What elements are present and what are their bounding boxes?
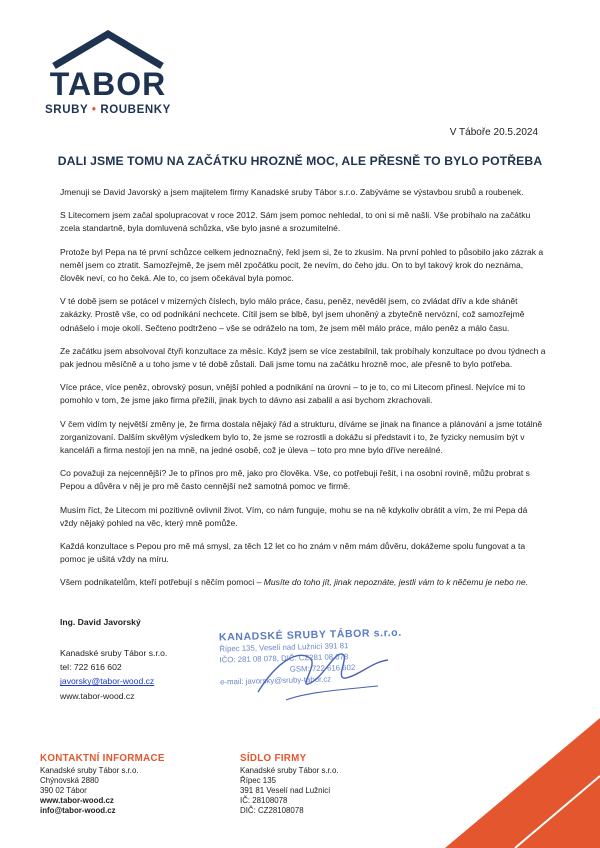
signer-phone: tel: 722 616 602 bbox=[60, 662, 122, 673]
paragraph: V té době jsem se potácel v mizerných číslech, bylo málo práce, času, peněz, nevěděl jsem, co zvládat dřív a kde shánět zakázky. Prostě vše, co od podnikání nechcete. Cítil jsem se blbě, byl jsem uhoněný a zbytečně nervózní, což samozřejmě odnášelo i moje okolí. Sečteno podtrženo – vše se odráželo na tom, že jsem měl málo práce, málo peněz a málo času. bbox=[60, 296, 525, 333]
signer-company: Kanadské sruby Tábor s.r.o. bbox=[60, 648, 168, 658]
stamp-address: Řípec 135, Veselí nad Lužnicí 391 81 bbox=[219, 641, 349, 654]
house-roof-icon bbox=[40, 30, 176, 70]
letter-body bbox=[60, 186, 546, 600]
paragraph: Protože byl Pepa na té první schůzce celkem jednoznačný, řekl jsem si, že to zkusím. Na první pohled to působilo jako zázrak a neměl jsem co ztratit. Samozřejmě, že jsem měl zpočátku pocit, že nevím, do čeho jdu. On to byl takový krok do neznáma, člověk neví, co ho čeká. Ale to, co jsem očekával byla pomoc. bbox=[60, 246, 544, 284]
footer-web-link[interactable]: www.tabor-wood.cz bbox=[40, 796, 114, 805]
footer-registered-seat bbox=[240, 754, 339, 816]
footer-contact-company: Kanadské sruby Tábor s.r.o. bbox=[40, 766, 139, 775]
paragraph: Jmenuji se David Javorský a jsem majitelem firmy Kanadské sruby Tábor s.r.o. Zabýváme se výstavbou srubů a roubenek. bbox=[60, 187, 524, 197]
stamp-email: e-mail: javorsky@sruby-tabor.cz bbox=[220, 674, 332, 687]
footer-seat-title: SÍDLO FIRMY bbox=[240, 753, 307, 764]
footer-seat-dic: DIČ: CZ28108078 bbox=[240, 806, 304, 815]
closing-text: Všem podnikatelům, kteří potřebují s něčím pomoci – bbox=[60, 577, 264, 588]
paragraph: S Litecomem jsem začal spolupracovat v roce 2012. Sám jsem pomoc nehledal, to oni si mě našli. Vše probíhalo na začátku zcela standartně, byla domluvená schůzka, vše bylo jasné a srozumitelné. bbox=[60, 210, 531, 234]
signer-contact bbox=[60, 646, 167, 703]
paragraph: Více práce, více peněz, obrovský posun, vnější pohled a podnikání na úrovni – to je to, co mi Litecom přinesl. Nejvíce mi to pomohlo v tom, že jsme jako firma přežili, jinak bych to dávno asi zabalil a asi bychom zkrachovali. bbox=[60, 382, 526, 406]
paragraph: Musím říct, že Litecom mi pozitivně ovlivnil život. Vím, co nám funguje, mohu se na ně kdykoliv obrátit a vím, že mi Pepa dá vždy nějaký pohled na věc, který mně pomůže. bbox=[60, 504, 528, 528]
stamp-phone: GSM: 722 616 602 bbox=[289, 662, 356, 674]
paragraph: Každá konzultace s Pepou pro mě má smysl, za těch 12 let co ho znám v něm mám důvěru, dokážeme spolu fungovat a ta pomoc je ušitá vždy na míru. bbox=[60, 541, 526, 565]
closing-quote: Musíte do toho jít, jinak nepoznáte, jestli vám to k něčemu je nebo ne. bbox=[263, 577, 528, 588]
paragraph: Co považuji za nejcennější? Je to přínos pro mě, jako pro člověka. Vše, co potřebuji řešit, i na osobní rovině, můžu probrat s Pepou a důvěra v něj je pro mě často cennější než samotná pomoc ve firmě. bbox=[60, 468, 530, 492]
logo-wordmark: TABOR bbox=[49, 66, 167, 102]
signer-email-link[interactable]: javorsky@tabor-wood.cz bbox=[60, 676, 155, 687]
footer-contact-street: Chýnovská 2880 bbox=[40, 776, 99, 785]
footer-contact-title: KONTAKTNÍ INFORMACE bbox=[40, 753, 165, 764]
footer-seat-company: Kanadské sruby Tábor s.r.o. bbox=[240, 766, 339, 775]
corner-decoration bbox=[445, 718, 600, 848]
letter-date: V Táboře 20.5.2024 bbox=[449, 127, 538, 138]
letter-heading: DALI JSME TOMU NA ZAČÁTKU HROZNĚ MOC, ALE PŘESNĚ TO BYLO POTŘEBA bbox=[57, 154, 543, 168]
signer-web: www.tabor-wood.cz bbox=[60, 690, 135, 701]
logo-tagline-left: SRUBY bbox=[45, 104, 89, 116]
logo-tagline-right: ROUBENKY bbox=[100, 104, 171, 116]
logo-tagline bbox=[40, 104, 176, 116]
stamp-title: KANADSKÉ SRUBY TÁBOR s.r.o. bbox=[218, 626, 402, 644]
footer-seat-city: 391 81 Veselí nad Lužnicí bbox=[240, 786, 331, 795]
closing-paragraph bbox=[60, 576, 546, 589]
paragraph: Ze začátku jsem absolvoval čtyři konzultace za měsíc. Když jsem se více zestabilnil, tak probíhaly konzultace po dvou týdnech a pak jednou měsíčně a u toho jsme v té době zůstali. Dali jsme tomu na začátku hrozně moc, ale přesně to bylo potřeba. bbox=[60, 345, 546, 370]
footer-seat-ic: IČ: 28108078 bbox=[240, 796, 288, 805]
logo-tagline-dot: • bbox=[91, 104, 97, 116]
footer-seat-street: Řípec 135 bbox=[240, 776, 276, 785]
company-logo bbox=[40, 30, 176, 122]
footer-contact-city: 390 02 Tábor bbox=[40, 786, 87, 795]
signer-name: Ing. David Javorský bbox=[60, 617, 141, 627]
footer-contact-info bbox=[40, 754, 165, 816]
handwritten-signature bbox=[238, 640, 408, 710]
paragraph: V čem vidím ty největší změny je, že firma dostala nějaký řád a strukturu, díváme se jinak na finance a plánování a jsme totálně zorganizovaní. Dalším skvělým výsledkem bylo to, že jsme se rozrostli a dokážu si představit i to, že fyzicky nemusím být v kanceláři a firma nestojí jen na mně, na jedné osobě, což je úleva – toto pro mne bylo dříve nereálné. bbox=[60, 418, 543, 456]
footer-email-link[interactable]: info@tabor-wood.cz bbox=[40, 806, 116, 815]
stamp-ids: IČO: 281 08 078, DIČ: CZ281 08 078 bbox=[219, 652, 349, 665]
